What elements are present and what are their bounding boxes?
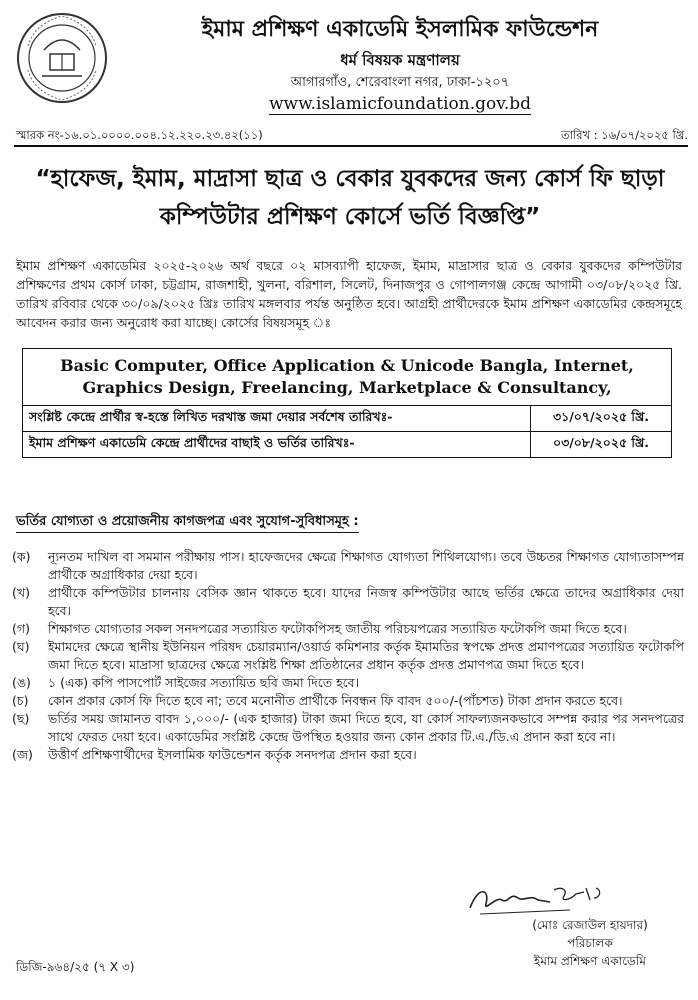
list-item <box>12 620 684 638</box>
item-text: উত্তীর্ণ প্রশিক্ষণার্থীদের ইসলামিক ফাউন্ডেশন কর্তৃক সনদপত্র প্রদান করা হবে। <box>48 747 417 762</box>
item-marker: (জ) <box>12 747 33 762</box>
list-item <box>12 638 684 674</box>
item-marker: (চ) <box>12 693 29 708</box>
notice-title-line-1: “হাফেজ, ইমাম, মাদ্রাসা ছাত্র ও বেকার যুবকদের জন্য কোর্স ফি ছাড়া <box>35 166 665 192</box>
table-row <box>23 432 672 458</box>
item-text: ভর্তির সময় জামানত বাবদ ১,০০০/- (এক হাজার) টাকা জমা দিতে হবে, যা কোর্স সাফল্যজনকভাবে সম্পন্ন করার পর সনদপত্রের সাথে ফেরত দেয়া হবে। একাডেমির সংশ্লিষ্ট কেন্দ্রে উপস্থিত হওয়ার জন্য কোন প্রকার টি.এ./ডি.এ প্রদান করা হবে না। <box>48 711 684 744</box>
letterhead <box>0 0 698 145</box>
list-item <box>12 692 684 710</box>
item-text: শিক্ষাগত যোগ্যতার সকল সনদপত্রের সত্যায়িত ফটোকপিসহ জাতীয় পরিচয়পত্রের সত্যায়িত ফটোকপি জমা দিতে হবে। <box>48 621 627 636</box>
course-subjects-line-1: Basic Computer, Office Application & Unicode Bangla, Internet, <box>60 356 634 375</box>
ministry-name: ধর্ম বিষয়ক মন্ত্রণালয় <box>340 51 460 69</box>
signatory-office: ইমাম প্রশিক্ষণ একাডেমি <box>534 954 646 968</box>
deadline-label: সংশ্লিষ্ট কেন্দ্রে প্রার্থীর স্ব-হস্তে লিখিত দরখাস্ত জমা দেয়ার সর্বশেষ তারিখঃ- <box>23 406 531 432</box>
reference-row <box>16 126 688 144</box>
signature-block <box>510 916 670 970</box>
list-item <box>12 584 684 620</box>
admission-value: ০৩/০৮/২০২৫ খ্রি. <box>531 432 672 458</box>
item-text: ন্যূনতম দাখিল বা সমমান পরীক্ষায় পাস। হাফেজদের ক্ষেত্রে শিক্ষাগত যোগ্যতা শিথিলযোগ্য। তবে উচ্চতর শিক্ষাগত যোগ্যতাসম্পন্ন প্রার্থীকে অগ্রাধিকার দেয়া হবে। <box>48 549 684 582</box>
notice-title <box>20 160 680 236</box>
issue-date: তারিখ : ১৬/০৭/২০২৫ খ্রি. <box>560 128 688 142</box>
organization-name: ইমাম প্রশিক্ষণ একাডেমি ইসলামিক ফাউন্ডেশন <box>201 17 599 42</box>
website-text <box>110 92 690 116</box>
item-text: কোন প্রকার কোর্স ফি দিতে হবে না; তবে মনোনীত প্রার্থীকে নিবন্ধন ফি বাবদ ৫০০/-(পাঁচশত) টাকা প্রদান করতে হবে। <box>48 693 623 708</box>
header-divider <box>14 145 688 147</box>
admission-label: ইমাম প্রশিক্ষণ একাডেমি কেন্দ্রে প্রার্থীদের বাছাই ও ভর্তির তারিখঃ- <box>23 432 531 458</box>
item-text: প্রার্থীকে কম্পিউটার চালনায় বেসিক জ্ঞান থাকতে হবে। যাদের নিজস্ব কম্পিউটার আছে ভর্তির ক্ষেত্রে তাদের অগ্রাধিকার দেয়া হবে। <box>48 585 684 618</box>
item-marker: (ছ) <box>12 711 30 726</box>
document-id: ডিজি-৯৬৪/২৫ (৭ X ৩) <box>16 960 135 974</box>
course-subjects-line-2: Graphics Design, Freelancing, Marketplace & Consultancy, <box>82 378 612 397</box>
table-row <box>23 406 672 432</box>
item-marker: (গ) <box>12 621 30 636</box>
item-text: ১ (এক) কপি পাসপোর্ট সাইজের সত্যায়িত ছবি জমা দিতে হবে। <box>48 675 360 690</box>
item-marker: (খ) <box>12 585 30 600</box>
course-subjects <box>23 349 672 406</box>
notice-title-line-2: কম্পিউটার প্রশিক্ষণ কোর্সে ভর্তি বিজ্ঞপ্তি” <box>159 204 541 230</box>
list-item <box>12 548 684 584</box>
signatory-name: (মোঃ রেজাউল হায়দার) <box>532 918 648 932</box>
signatory-designation: পরিচালক <box>567 936 613 950</box>
list-item <box>12 674 684 692</box>
website-url: www.islamicfoundation.gov.bd <box>268 94 532 114</box>
islamic-foundation-seal-icon <box>14 10 110 106</box>
office-address: আগারগাঁও, শেরেবাংলা নগর, ঢাকা-১২০৭ <box>290 75 510 90</box>
intro-paragraph: ইমাম প্রশিক্ষণ একাডেমির ২০২৫-২০২৬ অর্থ বছরে ০২ মাসব্যাপী হাফেজ, ইমাম, মাদ্রাসার ছাত্র ও বেকার যুবকদের কম্পিউটার প্রশিক্ষণের প্রথম কোর্স ঢাকা, চট্টগ্রাম, রাজশাহী, খুলনা, বরিশাল, সিলেট, দিনাজপুর ও গোপালগঞ্জ কেন্দ্রে আগামী ০৩/০৮/২০২৫ খ্রি. তারিখ রবিবার থেকে ৩০/০৯/২০২৫ খ্রিঃ তারিখ মঙ্গলবার পর্যন্ত অনুষ্ঠিত হবে। আগ্রহী প্রার্থীদেরকে ইমাম প্রশিক্ষণ একাডেমির কেন্দ্রসমূহে আবেদন করার জন্য অনুরোধ করা যাচ্ছে। কোর্সের বিষয়সমূহ ঃ <box>16 258 682 330</box>
requirements-heading: ভর্তির যোগ্যতা ও প্রয়োজনীয় কাগজপত্র এবং সুযোগ-সুবিধাসমূহ : <box>16 512 359 533</box>
list-item <box>12 710 684 746</box>
requirements-list <box>12 548 684 764</box>
course-subjects-row <box>23 349 672 406</box>
list-item <box>12 746 684 764</box>
item-marker: (ক) <box>12 549 31 564</box>
deadline-value: ৩১/০৭/২০২৫ খ্রি. <box>531 406 672 432</box>
item-text: ইমামদের ক্ষেত্রে স্থানীয় ইউনিয়ন পরিষদ চেয়ারম্যান/ওয়ার্ড কমিশনার কর্তৃক ইমামতির স্বপক্ষে প্রদত্ত প্রমাণপত্রের সত্যায়িত ফটোকপি জমা দিতে হবে। মাদ্রাসা ছাত্রদের ক্ষেত্রে সংশ্লিষ্ট শিক্ষা প্রতিষ্ঠানের প্রধান কর্তৃক প্রদত্ত প্রমাণপত্র জমা দিতে হবে। <box>48 639 684 672</box>
item-marker: (ঘ) <box>12 639 30 654</box>
memo-number: স্মারক নং-১৬.০১.০০০০.০০৪.১২.২২০.২৩.৪২(১১) <box>16 128 263 142</box>
item-marker: (ঙ) <box>12 675 31 690</box>
course-table <box>22 348 672 458</box>
